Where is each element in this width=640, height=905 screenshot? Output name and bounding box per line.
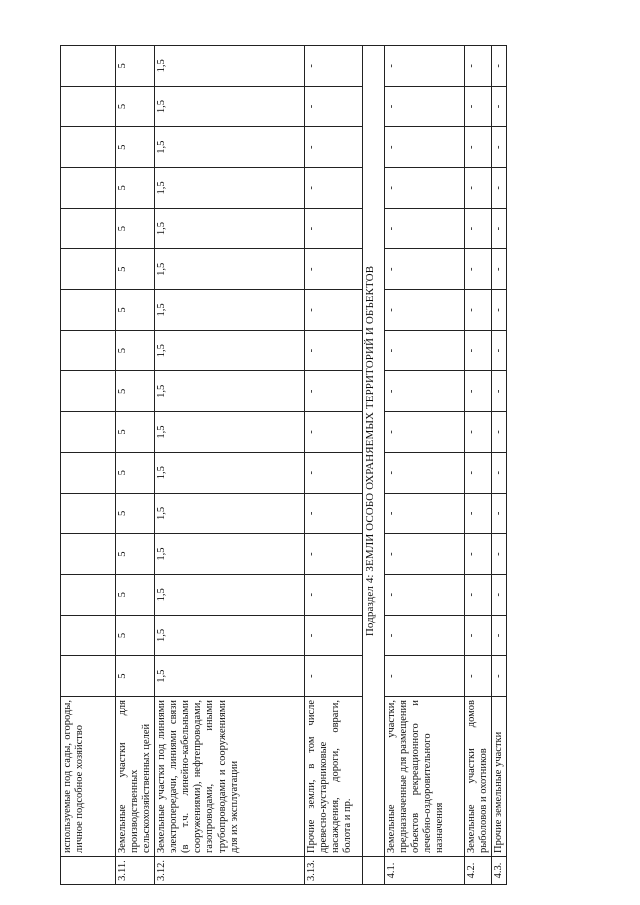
rate-cell: - <box>465 249 492 290</box>
rate-cell: 5 <box>116 208 155 249</box>
rate-cell: - <box>492 290 507 331</box>
rate-cell: - <box>385 127 465 168</box>
rate-cell: - <box>492 249 507 290</box>
rate-cell <box>61 46 116 87</box>
rate-cell: 1,5 <box>155 290 305 331</box>
rate-cell: - <box>492 412 507 453</box>
table-row <box>305 46 363 885</box>
rate-cell <box>61 412 116 453</box>
rate-cell: 5 <box>116 493 155 534</box>
rate-cell <box>61 290 116 331</box>
rate-cell: - <box>385 493 465 534</box>
rate-cell: 5 <box>116 290 155 331</box>
rate-cell: 1,5 <box>155 412 305 453</box>
rate-cell: 1,5 <box>155 208 305 249</box>
rate-cell: - <box>492 493 507 534</box>
rate-cell: - <box>465 208 492 249</box>
rate-cell: - <box>305 452 363 493</box>
rate-cell <box>61 86 116 127</box>
rate-cell: - <box>305 330 363 371</box>
rate-cell: - <box>305 534 363 575</box>
section-header-row <box>363 46 385 885</box>
rate-cell: - <box>385 452 465 493</box>
rate-cell: - <box>492 534 507 575</box>
rate-cell: - <box>305 127 363 168</box>
rate-cell: 1,5 <box>155 493 305 534</box>
rate-cell: - <box>465 290 492 331</box>
rate-cell <box>61 371 116 412</box>
rate-cell: 5 <box>116 86 155 127</box>
rate-cell: 5 <box>116 249 155 290</box>
row-number: 4.3. <box>492 857 507 885</box>
rate-cell: - <box>465 656 492 697</box>
row-description: Земельные участки, предназначенные для размещения объектов рекреационного и лечебно-оздоровительного назначения <box>385 697 465 857</box>
rate-cell: - <box>385 290 465 331</box>
rate-cell: 1,5 <box>155 371 305 412</box>
rate-cell <box>61 249 116 290</box>
rotated-table-container <box>60 45 505 885</box>
rate-cell: - <box>305 249 363 290</box>
rate-cell: - <box>465 615 492 656</box>
rate-cell: - <box>465 330 492 371</box>
rate-cell: 1,5 <box>155 249 305 290</box>
row-number: 3.13. <box>305 857 363 885</box>
table-row <box>61 46 116 885</box>
rate-cell: 1,5 <box>155 330 305 371</box>
section-blank-cell <box>363 857 385 885</box>
row-number: 4.2. <box>465 857 492 885</box>
rate-cell: 5 <box>116 615 155 656</box>
land-rates-table <box>60 45 507 885</box>
row-number: 4.1. <box>385 857 465 885</box>
rate-cell: 5 <box>116 168 155 209</box>
rate-cell: 5 <box>116 656 155 697</box>
rate-cell: - <box>385 656 465 697</box>
row-description: Земельные участки под линиями электропередачи, линиями связи (в т.ч. линейно-кабельными сооружениями), нефтепроводами, газопроводами, иными трубопроводами и сооружениями для их эксплуатации <box>155 697 305 857</box>
rate-cell <box>61 330 116 371</box>
rate-cell: - <box>492 168 507 209</box>
rate-cell: - <box>492 574 507 615</box>
rate-cell: - <box>305 168 363 209</box>
rate-cell: 5 <box>116 534 155 575</box>
rate-cell: - <box>385 249 465 290</box>
row-description: Земельные участки для производственных сельскохозяйственных целей <box>116 697 155 857</box>
rate-cell <box>61 127 116 168</box>
rate-cell: - <box>465 371 492 412</box>
rate-cell: - <box>465 412 492 453</box>
rate-cell: - <box>305 493 363 534</box>
table-row <box>155 46 305 885</box>
table-body <box>61 46 507 885</box>
row-number: 3.11. <box>116 857 155 885</box>
rate-cell: 5 <box>116 330 155 371</box>
rate-cell <box>61 615 116 656</box>
rate-cell: - <box>465 86 492 127</box>
rate-cell: 1,5 <box>155 127 305 168</box>
rate-cell: - <box>465 534 492 575</box>
rate-cell: 1,5 <box>155 574 305 615</box>
rate-cell: 1,5 <box>155 452 305 493</box>
rate-cell: 5 <box>116 412 155 453</box>
rate-cell: - <box>305 86 363 127</box>
rate-cell: - <box>305 574 363 615</box>
rate-cell: - <box>492 330 507 371</box>
rate-cell: - <box>492 208 507 249</box>
rate-cell <box>61 452 116 493</box>
row-description: Прочие земли, в том числе древесно-кустарниковые насаждения, дороги, овраги, болота и пр. <box>305 697 363 857</box>
rate-cell: - <box>305 46 363 87</box>
rate-cell: - <box>465 574 492 615</box>
rate-cell: - <box>385 208 465 249</box>
rate-cell: - <box>465 493 492 534</box>
rate-cell: 5 <box>116 46 155 87</box>
rate-cell: - <box>305 371 363 412</box>
rate-cell: - <box>465 46 492 87</box>
rate-cell: - <box>385 46 465 87</box>
rate-cell: 1,5 <box>155 46 305 87</box>
rate-cell: - <box>492 46 507 87</box>
rate-cell: 5 <box>116 371 155 412</box>
rate-cell <box>61 208 116 249</box>
rate-cell: - <box>385 371 465 412</box>
table-row <box>385 46 465 885</box>
rate-cell <box>61 574 116 615</box>
rate-cell: - <box>385 330 465 371</box>
table-row <box>465 46 492 885</box>
rate-cell: - <box>465 168 492 209</box>
rate-cell <box>61 168 116 209</box>
table-row <box>116 46 155 885</box>
rate-cell: 1,5 <box>155 656 305 697</box>
rate-cell: - <box>492 656 507 697</box>
rate-cell: - <box>385 615 465 656</box>
section-title: Подраздел 4: ЗЕМЛИ ОСОБО ОХРАНЯЕМЫХ ТЕРРИТОРИЙ И ОБЪЕКТОВ <box>363 46 385 857</box>
rate-cell: - <box>305 208 363 249</box>
rate-cell: - <box>492 86 507 127</box>
rate-cell: - <box>385 534 465 575</box>
rate-cell: - <box>465 452 492 493</box>
rate-cell: 5 <box>116 574 155 615</box>
rate-cell: 1,5 <box>155 534 305 575</box>
rate-cell: - <box>492 615 507 656</box>
row-number <box>61 857 116 885</box>
rate-cell: 1,5 <box>155 168 305 209</box>
rate-cell: - <box>492 127 507 168</box>
rate-cell: - <box>385 412 465 453</box>
row-description: используемые под сады, огороды, личное подсобное хозяйство <box>61 697 116 857</box>
row-description: Земельные участки домов рыболовов и охотников <box>465 697 492 857</box>
rate-cell: 5 <box>116 127 155 168</box>
rate-cell: 1,5 <box>155 615 305 656</box>
rate-cell <box>61 493 116 534</box>
rate-cell <box>61 534 116 575</box>
table-row <box>492 46 507 885</box>
rate-cell: 1,5 <box>155 86 305 127</box>
rate-cell: 5 <box>116 452 155 493</box>
rate-cell: - <box>305 290 363 331</box>
rate-cell: - <box>385 86 465 127</box>
rate-cell: - <box>305 615 363 656</box>
rate-cell: - <box>385 574 465 615</box>
rate-cell: - <box>492 371 507 412</box>
rate-cell: - <box>492 452 507 493</box>
rate-cell: - <box>305 656 363 697</box>
rate-cell: - <box>305 412 363 453</box>
rate-cell <box>61 656 116 697</box>
row-description: Прочие земельные участки <box>492 697 507 857</box>
rate-cell: - <box>465 127 492 168</box>
rate-cell: - <box>385 168 465 209</box>
row-number: 3.12. <box>155 857 305 885</box>
